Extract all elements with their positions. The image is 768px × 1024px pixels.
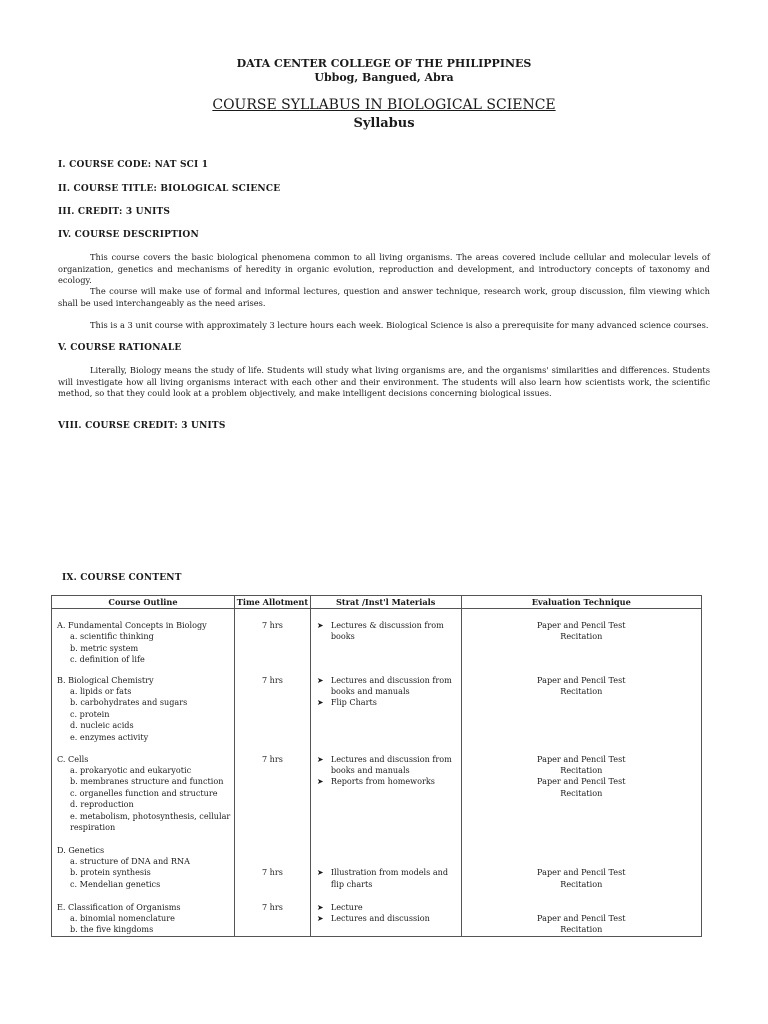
institution-name: DATA CENTER COLLEGE OF THE PHILIPPINES xyxy=(236,57,532,70)
strat-cell: ➤ Lectures and discussion from books and manuals ➤ Reports from homeworks xyxy=(310,745,461,836)
arrow-bullet-icon: ➤ xyxy=(316,621,324,630)
arrow-bullet-icon: ➤ xyxy=(316,777,324,787)
rationale-paragraph: Literally, Biology means the study of life. Students will study what living organisms are, and the organisms' similarities and differences. Students will investigate how all living organisms interact with each other and their environment. The students will also learn how scientists work, the scientific method, so that they could look at a problem objectively, and make intelligent decisions concerning biological issues. xyxy=(58,365,710,399)
strat-cell: ➤ Lectures & discussion from books xyxy=(310,609,461,666)
strat-cell: ➤ Lectures and discussion from books and manuals ➤ Flip Charts xyxy=(310,666,461,745)
course-credit: VIII. COURSE CREDIT: 3 UNITS xyxy=(58,421,226,431)
outline-cell: D. Genetics a. structure of DNA and RNA b. protein synthesis c. Mendelian genetics xyxy=(52,836,235,893)
content-heading: IX. COURSE CONTENT xyxy=(62,573,182,583)
time-cell: 7 hrs xyxy=(235,745,311,836)
course-content-table xyxy=(51,595,702,937)
time-cell: 7 hrs xyxy=(235,609,311,666)
document-subtitle: Syllabus xyxy=(353,116,415,131)
description-paragraph-3: This is a 3 unit course with approximately 3 lecture hours each week. Biological Science is also a prerequisite for many advanced science courses. xyxy=(90,320,709,330)
header-time-allotment: Time Allotment xyxy=(235,596,311,609)
rationale-heading: V. COURSE RATIONALE xyxy=(58,343,182,353)
time-cell: 7 hrs xyxy=(235,836,311,893)
institution-address: Ubbog, Bangued, Abra xyxy=(314,71,454,84)
arrow-bullet-icon: ➤ xyxy=(316,754,324,764)
time-cell: 7 hrs xyxy=(235,666,311,745)
table-row xyxy=(52,666,702,745)
table-row xyxy=(52,893,702,937)
eval-cell: Paper and Pencil Test Recitation xyxy=(461,666,701,745)
arrow-bullet-icon: ➤ xyxy=(316,868,324,878)
credit: III. CREDIT: 3 UNITS xyxy=(58,207,171,217)
table-row xyxy=(52,745,702,836)
arrow-bullet-icon: ➤ xyxy=(316,902,324,912)
eval-cell: Paper and Pencil Test Recitation xyxy=(461,609,701,666)
description-heading: IV. COURSE DESCRIPTION xyxy=(58,230,199,240)
header-strat-materials: Strat /Inst'l Materials xyxy=(310,596,461,609)
course-code: I. COURSE CODE: NAT SCI 1 xyxy=(58,160,209,170)
time-cell: 7 hrs xyxy=(235,893,311,937)
outline-cell: A. Fundamental Concepts in Biology a. scientific thinking b. metric system c. definition of life xyxy=(52,609,235,666)
course-title: II. COURSE TITLE: BIOLOGICAL SCIENCE xyxy=(58,184,281,194)
eval-cell: Paper and Pencil Test Recitation Paper and Pencil Test Recitation xyxy=(461,745,701,836)
document-title: COURSE SYLLABUS IN BIOLOGICAL SCIENCE xyxy=(212,97,556,113)
header-evaluation-technique: Evaluation Technique xyxy=(461,596,701,609)
eval-cell: Paper and Pencil Test Recitation xyxy=(461,836,701,893)
table-row xyxy=(52,836,702,893)
header-course-outline: Course Outline xyxy=(52,596,235,609)
eval-cell: Paper and Pencil Test Recitation xyxy=(461,893,701,937)
outline-cell: E. Classification of Organisms a. binomial nomenclature b. the five kingdoms xyxy=(52,893,235,937)
arrow-bullet-icon: ➤ xyxy=(316,914,324,924)
strat-cell: ➤ Illustration from models and flip charts xyxy=(310,836,461,893)
strat-cell: ➤ Lecture ➤ Lectures and discussion xyxy=(310,893,461,937)
description-paragraph-2: The course will make use of formal and informal lectures, question and answer technique, research work, group discussion, film viewing which shall be used interchangeably as the need arises. xyxy=(58,286,710,308)
outline-cell: B. Biological Chemistry a. lipids or fats b. carbohydrates and sugars c. protein d. nucleic acids e. enzymes activity xyxy=(52,666,235,745)
table-header-row xyxy=(52,596,702,609)
outline-cell: C. Cells a. prokaryotic and eukaryotic b. membranes structure and function c. organelles function and structure d. reproduction e. metabolism, photosynthesis, cellular respiration xyxy=(52,745,235,836)
table-row xyxy=(52,609,702,666)
description-paragraph-1: This course covers the basic biological phenomena common to all living organisms. The areas covered include cellular and molecular levels of organization, genetics and mechanisms of heredity in organic evolution, reproduction and development, and introductory concepts of taxonomy and ecology. xyxy=(58,252,710,286)
arrow-bullet-icon: ➤ xyxy=(316,698,324,708)
arrow-bullet-icon: ➤ xyxy=(316,675,324,685)
